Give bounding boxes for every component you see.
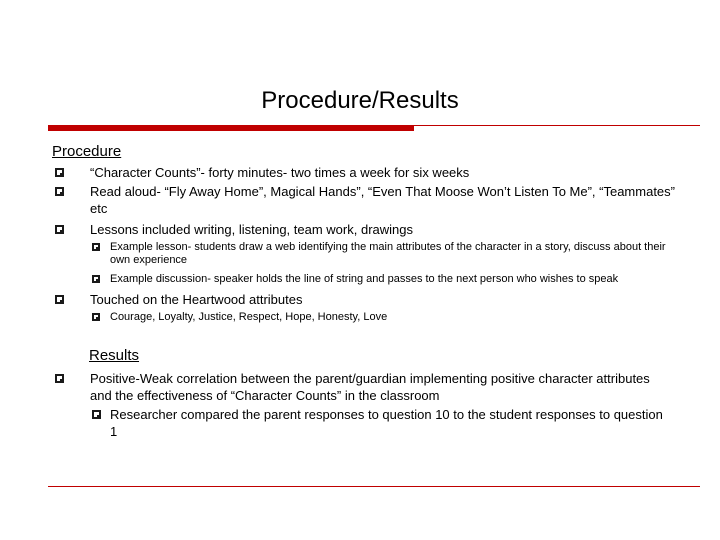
lesson-subitem: Example lesson- students draw a web identifying the main attributes of the character in a story, discuss about their own experience [110,241,666,266]
bullet-icon [55,168,64,177]
results-subitem: Researcher compared the parent responses to question 10 to the student responses to question 1 [110,407,663,439]
lesson-subitem: Example discussion- speaker holds the line of string and passes to the next person who wishes to speak [110,273,619,285]
sub-bullet-icon [92,243,100,251]
sub-bullet-icon [92,313,100,321]
procedure-item: Lessons included writing, listening, team work, drawings [90,222,413,237]
results-item: Positive-Weak correlation between the parent/guardian implementing positive character attributes and the effectiveness of “Character Counts” in the classroom [90,371,650,403]
heartwood-subitem: Courage, Loyalty, Justice, Respect, Hope, Honesty, Love [110,311,388,323]
slide-title: Procedure/Results [261,87,459,114]
sub-bullet-icon [92,275,100,283]
bullet-icon [55,295,64,304]
sub-bullet-icon [92,410,101,419]
heartwood-item: Touched on the Heartwood attributes [90,292,303,307]
bullet-icon [55,374,64,383]
results-heading: Results [89,347,140,364]
bullet-icon [55,225,64,234]
title-divider-accent [48,125,414,131]
procedure-heading: Procedure [52,143,122,160]
procedure-item: “Character Counts”- forty minutes- two times a week for six weeks [90,165,470,180]
bullet-icon [55,187,64,196]
footer-divider [48,486,700,487]
procedure-item: Read aloud- “Fly Away Home”, Magical Hands”, “Even That Moose Won’t Listen To Me”, “Teammates” etc [90,184,675,216]
